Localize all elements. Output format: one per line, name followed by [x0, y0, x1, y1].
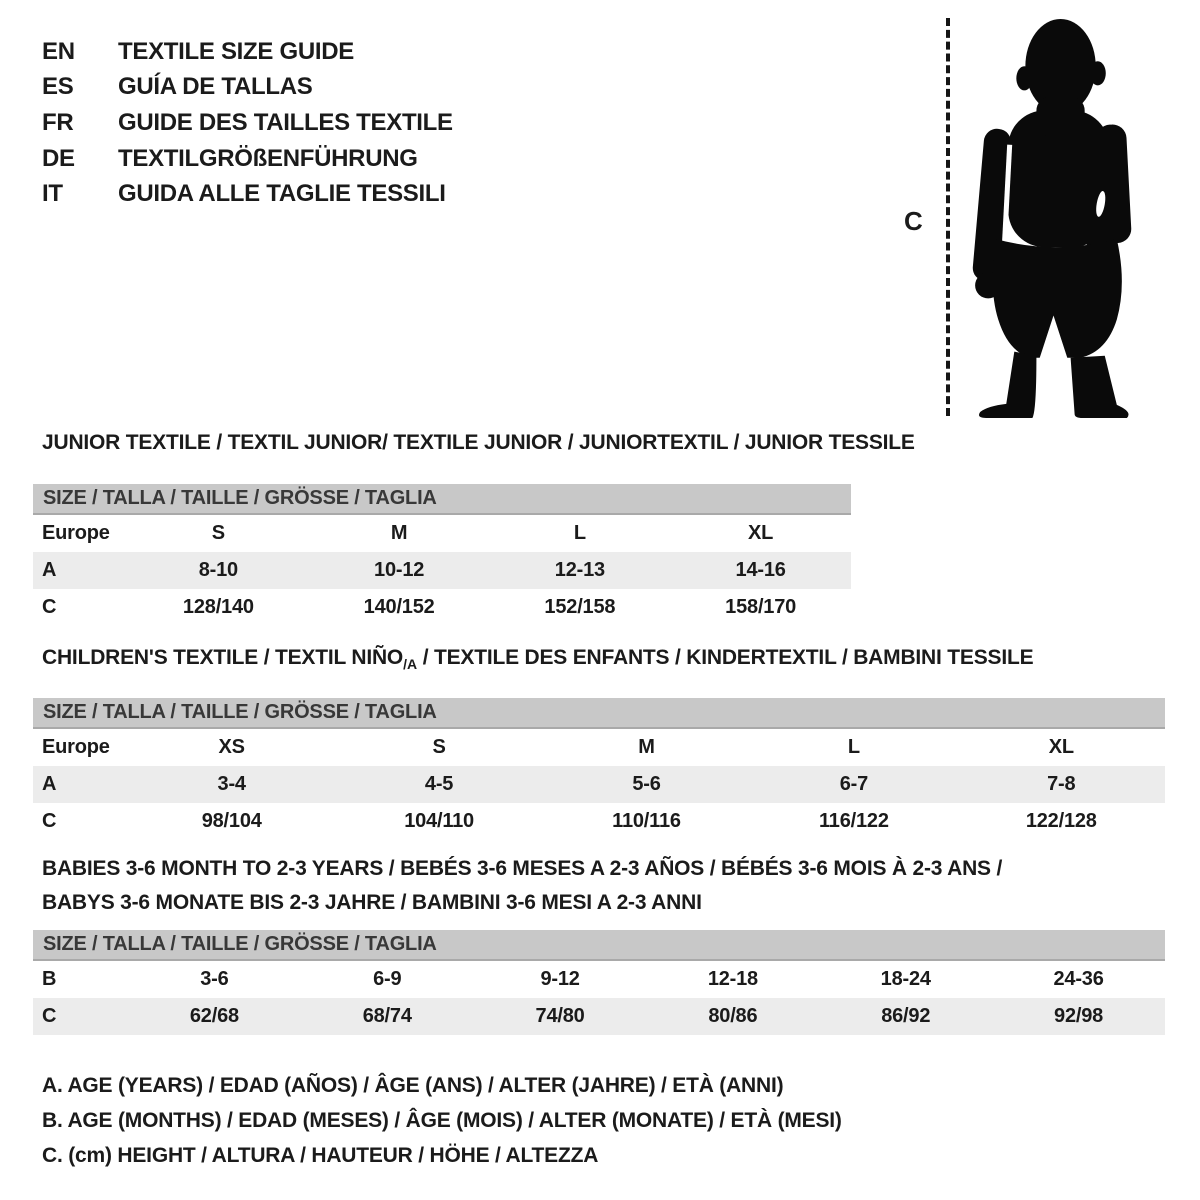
size-value-cell: 24-36 — [1053, 968, 1104, 990]
heading-line: BABIES 3-6 MONTH TO 2-3 YEARS / BEBÉS 3-6 MESES A 2-3 AÑOS / BÉBÉS 3-6 MOIS À 2-3 ANS / — [42, 857, 1003, 880]
row-label: A — [42, 773, 57, 795]
language-row — [42, 141, 453, 177]
size-value-cell: 12-13 — [554, 559, 605, 581]
height-measure-label: C — [904, 206, 923, 236]
size-table-header: SIZE / TALLA / TAILLE / GRÖSSE / TAGLIA — [33, 930, 1165, 960]
size-value-cell: 128/140 — [182, 596, 254, 618]
section-junior-textile — [33, 430, 915, 626]
children-size-table — [33, 698, 1165, 840]
babies-size-table — [33, 930, 1165, 1035]
size-value-cell: 5-6 — [632, 773, 661, 795]
size-value-cell: 3-4 — [217, 773, 246, 795]
language-code: ES — [42, 73, 74, 101]
size-value-cell: 18-24 — [880, 968, 931, 990]
size-table-row — [33, 960, 1165, 998]
language-title-list — [42, 34, 453, 212]
guide-title: GUÍA DE TALLAS — [118, 73, 313, 101]
section-heading: JUNIOR TEXTILE / TEXTIL JUNIOR/ TEXTILE JUNIOR / JUNIORTEXTIL / JUNIOR TESSILE — [42, 431, 915, 454]
size-value-cell: XL — [1048, 736, 1074, 758]
guide-title: TEXTILGRÖßENFÜHRUNG — [118, 144, 418, 172]
size-value-cell: 68/74 — [362, 1005, 412, 1027]
heading-line: BABYS 3-6 MONATE BIS 2-3 JAHRE / BAMBINI 3-6 MESI A 2-3 ANNI — [42, 891, 702, 914]
size-value-cell: S — [211, 522, 225, 544]
size-value-cell: 98/104 — [201, 810, 262, 832]
row-label: C — [42, 810, 57, 832]
section-heading — [42, 645, 1165, 677]
heading-subscript: /A — [403, 656, 418, 672]
language-row — [42, 34, 453, 70]
language-code: DE — [42, 144, 75, 172]
size-value-cell: M — [638, 736, 655, 758]
size-table-header: SIZE / TALLA / TAILLE / GRÖSSE / TAGLIA — [33, 698, 1165, 728]
size-value-cell: 14-16 — [735, 559, 786, 581]
legend-line-a: A. AGE (YEARS) / EDAD (AÑOS) / ÂGE (ANS) / ALTER (JAHRE) / ETÀ (ANNI) — [42, 1074, 784, 1097]
row-label: B — [42, 968, 57, 990]
size-value-cell: 116/122 — [818, 810, 889, 832]
size-value-cell: 62/68 — [189, 1005, 239, 1027]
size-table-row — [33, 589, 851, 626]
size-value-cell: L — [847, 736, 860, 758]
size-table-row — [33, 998, 1165, 1035]
legend — [42, 1068, 842, 1173]
size-value-cell: 158/170 — [725, 596, 797, 618]
toddler-silhouette-icon — [963, 16, 1141, 418]
size-value-cell: 3-6 — [200, 968, 229, 990]
row-label: C — [42, 1005, 57, 1027]
size-value-cell: 7-8 — [1047, 773, 1076, 795]
language-row — [42, 105, 453, 141]
size-value-cell: 6-9 — [373, 968, 402, 990]
size-value-cell: 104/110 — [404, 810, 474, 832]
size-value-cell: 86/92 — [881, 1005, 931, 1027]
size-value-cell: 9-12 — [540, 968, 580, 990]
section-babies-textile — [33, 852, 1165, 1035]
legend-line-b: B. AGE (MONTHS) / EDAD (MESES) / ÂGE (MOIS) / ALTER (MONATE) / ETÀ (MESI) — [42, 1109, 842, 1132]
row-label: A — [42, 559, 57, 581]
guide-title: GUIDE DES TAILLES TEXTILE — [118, 108, 453, 136]
size-value-cell: 140/152 — [363, 596, 435, 618]
language-code: EN — [42, 37, 75, 65]
size-value-cell: S — [432, 736, 446, 758]
row-label: Europe — [42, 736, 110, 758]
language-row — [42, 176, 453, 212]
size-value-cell: L — [573, 522, 586, 544]
size-value-cell: 92/98 — [1054, 1005, 1104, 1027]
row-label: C — [42, 596, 57, 618]
size-table-row — [33, 552, 851, 589]
size-table-row — [33, 514, 851, 552]
size-value-cell: XS — [218, 736, 245, 758]
size-table-row — [33, 766, 1165, 803]
size-value-cell: 10-12 — [374, 559, 425, 581]
section-heading — [42, 852, 1165, 920]
size-value-cell: 152/158 — [544, 596, 616, 618]
size-table-row — [33, 803, 1165, 840]
language-code: FR — [42, 108, 74, 136]
language-code: IT — [42, 180, 63, 208]
junior-size-table — [33, 484, 851, 626]
size-value-cell: 12-18 — [707, 968, 758, 990]
row-label: Europe — [42, 522, 110, 544]
height-measure-dashed-line — [946, 18, 950, 416]
size-table-row — [33, 728, 1165, 766]
size-value-cell: 8-10 — [198, 559, 238, 581]
section-children-textile — [33, 645, 1165, 840]
size-value-cell: 80/86 — [708, 1005, 758, 1027]
size-value-cell: 4-5 — [424, 773, 454, 795]
size-table-header: SIZE / TALLA / TAILLE / GRÖSSE / TAGLIA — [33, 484, 851, 514]
guide-title: GUIDA ALLE TAGLIE TESSILI — [118, 180, 446, 208]
size-value-cell: 122/128 — [1025, 810, 1097, 832]
size-value-cell: 110/116 — [612, 810, 681, 832]
guide-title: TEXTILE SIZE GUIDE — [118, 37, 354, 65]
language-row — [42, 70, 453, 106]
size-value-cell: 74/80 — [535, 1005, 585, 1027]
heading-text: CHILDREN'S TEXTILE / TEXTIL NIÑO — [42, 646, 404, 669]
size-value-cell: M — [390, 522, 408, 544]
legend-line-c: C. (cm) HEIGHT / ALTURA / HAUTEUR / HÖHE / ALTEZZA — [42, 1144, 599, 1167]
size-value-cell: XL — [748, 522, 774, 544]
heading-text: / TEXTILE DES ENFANTS / KINDERTEXTIL / BAMBINI TESSILE — [417, 646, 1034, 669]
size-value-cell: 6-7 — [839, 773, 869, 795]
